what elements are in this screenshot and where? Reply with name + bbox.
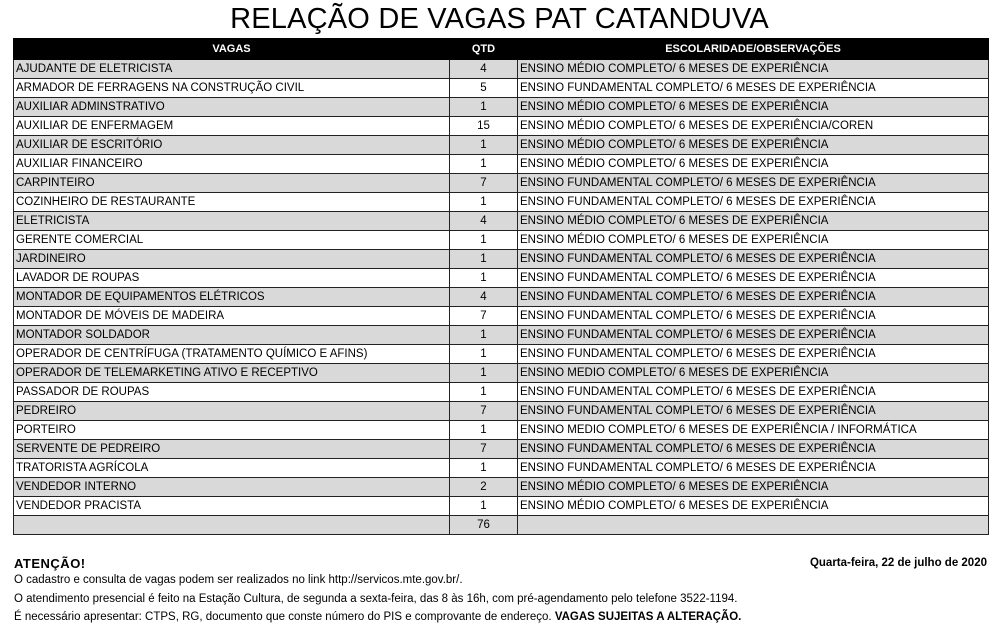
cell-escolaridade: ENSINO MÉDIO COMPLETO/ 6 MESES DE EXPERIÊNCIA [518,478,989,497]
table-row [14,117,989,136]
cell-qtd: 1 [450,383,518,402]
cell-escolaridade: ENSINO MÉDIO COMPLETO/ 6 MESES DE EXPERIÊNCIA [518,155,989,174]
table-row [14,497,989,516]
cell-vaga: JARDINEIRO [14,250,450,269]
cell-vaga: MONTADOR DE EQUIPAMENTOS ELÉTRICOS [14,288,450,307]
cell-vaga: SERVENTE DE PEDREIRO [14,440,450,459]
cell-escolaridade: ENSINO MÉDIO COMPLETO/ 6 MESES DE EXPERIÊNCIA [518,212,989,231]
cell-qtd: 1 [450,231,518,250]
table-row [14,326,989,345]
cell-escolaridade: ENSINO FUNDAMENTAL COMPLETO/ 6 MESES DE EXPERIÊNCIA [518,79,989,98]
page-title: RELAÇÃO DE VAGAS PAT CATANDUVA [230,3,769,35]
cell-qtd: 7 [450,307,518,326]
cell-escolaridade: ENSINO FUNDAMENTAL COMPLETO/ 6 MESES DE EXPERIÊNCIA [518,459,989,478]
table-row [14,174,989,193]
documentos-text: É necessário apresentar: CTPS, RG, documento que conste número do PIS e comprovante de endereço. [14,611,555,623]
cell-vaga: OPERADOR DE TELEMARKETING ATIVO E RECEPTIVO [14,364,450,383]
cell-vaga: AUXILIAR DE ENFERMAGEM [14,117,450,136]
cell-qtd: 1 [450,98,518,117]
cell-vaga: VENDEDOR INTERNO [14,478,450,497]
cell-qtd: 7 [450,402,518,421]
table-row [14,98,989,117]
cell-vaga: PORTEIRO [14,421,450,440]
cell-vaga: PASSADOR DE ROUPAS [14,383,450,402]
cell-escolaridade: ENSINO FUNDAMENTAL COMPLETO/ 6 MESES DE EXPERIÊNCIA [518,250,989,269]
cell-vaga: AUXILIAR DE ESCRITÓRIO [14,136,450,155]
total-qtd: 76 [450,516,518,535]
cell-escolaridade: ENSINO FUNDAMENTAL COMPLETO/ 6 MESES DE EXPERIÊNCIA [518,402,989,421]
table-body [14,60,989,535]
cell-escolaridade: ENSINO MÉDIO COMPLETO/ 6 MESES DE EXPERIÊNCIA [518,60,989,79]
header-vagas: VAGAS [14,39,450,60]
vagas-table [13,38,989,535]
cell-vaga: MONTADOR SOLDADOR [14,326,450,345]
cell-escolaridade: ENSINO MÉDIO COMPLETO/ 6 MESES DE EXPERIÊNCIA/COREN [518,117,989,136]
header-qtd: QTD [450,39,518,60]
cell-qtd: 1 [450,269,518,288]
cell-qtd: 7 [450,174,518,193]
table-row [14,402,989,421]
cell-vaga: COZINHEIRO DE RESTAURANTE [14,193,450,212]
cell-qtd: 1 [450,497,518,516]
table-row [14,364,989,383]
table-header-row [14,39,989,60]
cell-escolaridade: ENSINO FUNDAMENTAL COMPLETO/ 6 MESES DE EXPERIÊNCIA [518,326,989,345]
total-empty-cell [518,516,989,535]
cell-qtd: 1 [450,136,518,155]
cell-qtd: 4 [450,212,518,231]
cell-escolaridade: ENSINO MÉDIO COMPLETO/ 6 MESES DE EXPERIÊNCIA [518,497,989,516]
cell-escolaridade: ENSINO FUNDAMENTAL COMPLETO/ 6 MESES DE EXPERIÊNCIA [518,193,989,212]
cell-qtd: 4 [450,288,518,307]
table-row [14,60,989,79]
cell-escolaridade: ENSINO FUNDAMENTAL COMPLETO/ 6 MESES DE EXPERIÊNCIA [518,345,989,364]
cell-qtd: 1 [450,364,518,383]
cell-qtd: 1 [450,193,518,212]
table-row [14,307,989,326]
cell-escolaridade: ENSINO FUNDAMENTAL COMPLETO/ 6 MESES DE EXPERIÊNCIA [518,383,989,402]
cell-vaga: AUXILIAR ADMINSTRATIVO [14,98,450,117]
info-line-cadastro: O cadastro e consulta de vagas podem ser realizados no link http://servicos.mte.gov.br/. [14,574,463,586]
table-row [14,136,989,155]
cell-vaga: AUXILIAR FINANCEIRO [14,155,450,174]
cell-vaga: OPERADOR DE CENTRÍFUGA (TRATAMENTO QUÍMICO E AFINS) [14,345,450,364]
cell-escolaridade: ENSINO FUNDAMENTAL COMPLETO/ 6 MESES DE EXPERIÊNCIA [518,269,989,288]
cell-qtd: 1 [450,345,518,364]
cell-qtd: 4 [450,60,518,79]
table-row [14,478,989,497]
table-row [14,421,989,440]
table-row [14,193,989,212]
cell-vaga: ARMADOR DE FERRAGENS NA CONSTRUÇÃO CIVIL [14,79,450,98]
cell-vaga: TRATORISTA AGRÍCOLA [14,459,450,478]
cell-escolaridade: ENSINO MÉDIO COMPLETO/ 6 MESES DE EXPERIÊNCIA [518,231,989,250]
table-row [14,383,989,402]
cell-vaga: CARPINTEIRO [14,174,450,193]
table-row [14,459,989,478]
cell-qtd: 7 [450,440,518,459]
cell-qtd: 15 [450,117,518,136]
cell-qtd: 1 [450,250,518,269]
cell-vaga: VENDEDOR PRACISTA [14,497,450,516]
table-row [14,250,989,269]
date-label: Quarta-feira, 22 de julho de 2020 [809,557,987,569]
cell-escolaridade: ENSINO MÉDIO COMPLETO/ 6 MESES DE EXPERIÊNCIA [518,98,989,117]
cell-escolaridade: ENSINO MÉDIO COMPLETO/ 6 MESES DE EXPERIÊNCIA [518,136,989,155]
info-line-documentos [14,611,741,623]
cell-qtd: 2 [450,478,518,497]
cell-qtd: 1 [450,459,518,478]
table-row [14,440,989,459]
cell-vaga: LAVADOR DE ROUPAS [14,269,450,288]
table-total-row [14,516,989,535]
cell-escolaridade: ENSINO FUNDAMENTAL COMPLETO/ 6 MESES DE EXPERIÊNCIA [518,307,989,326]
vagas-sujeitas-notice: VAGAS SUJEITAS A ALTERAÇÃO. [554,611,742,623]
table-row [14,155,989,174]
table-row [14,231,989,250]
attention-heading: ATENÇÃO! [14,556,86,571]
cell-qtd: 5 [450,79,518,98]
total-empty-cell [14,516,450,535]
header-escolaridade: ESCOLARIDADE/OBSERVAÇÕES [518,39,989,60]
cell-vaga: PEDREIRO [14,402,450,421]
table-row [14,212,989,231]
table-row [14,79,989,98]
cell-escolaridade: ENSINO FUNDAMENTAL COMPLETO/ 6 MESES DE EXPERIÊNCIA [518,174,989,193]
cell-vaga: GERENTE COMERCIAL [14,231,450,250]
cell-vaga: MONTADOR DE MÓVEIS DE MADEIRA [14,307,450,326]
table-row [14,269,989,288]
table-row [14,345,989,364]
cell-qtd: 1 [450,421,518,440]
cell-qtd: 1 [450,155,518,174]
cell-escolaridade: ENSINO MEDIO COMPLETO/ 6 MESES DE EXPERIÊNCIA / INFORMÁTICA [518,421,989,440]
cell-escolaridade: ENSINO FUNDAMENTAL COMPLETO/ 6 MESES DE EXPERIÊNCIA [518,288,989,307]
cell-vaga: AJUDANTE DE ELETRICISTA [14,60,450,79]
cell-escolaridade: ENSINO MEDIO COMPLETO/ 6 MESES DE EXPERIÊNCIA [518,364,989,383]
cell-vaga: ELETRICISTA [14,212,450,231]
cell-qtd: 1 [450,326,518,345]
cell-escolaridade: ENSINO FUNDAMENTAL COMPLETO/ 6 MESES DE EXPERIÊNCIA [518,440,989,459]
info-line-atendimento: O atendimento presencial é feito na Estação Cultura, de segunda a sexta-feira, das 8 às 16h, com pré-agendamento pelo telefone 3522-1194. [14,593,738,605]
table-row [14,288,989,307]
